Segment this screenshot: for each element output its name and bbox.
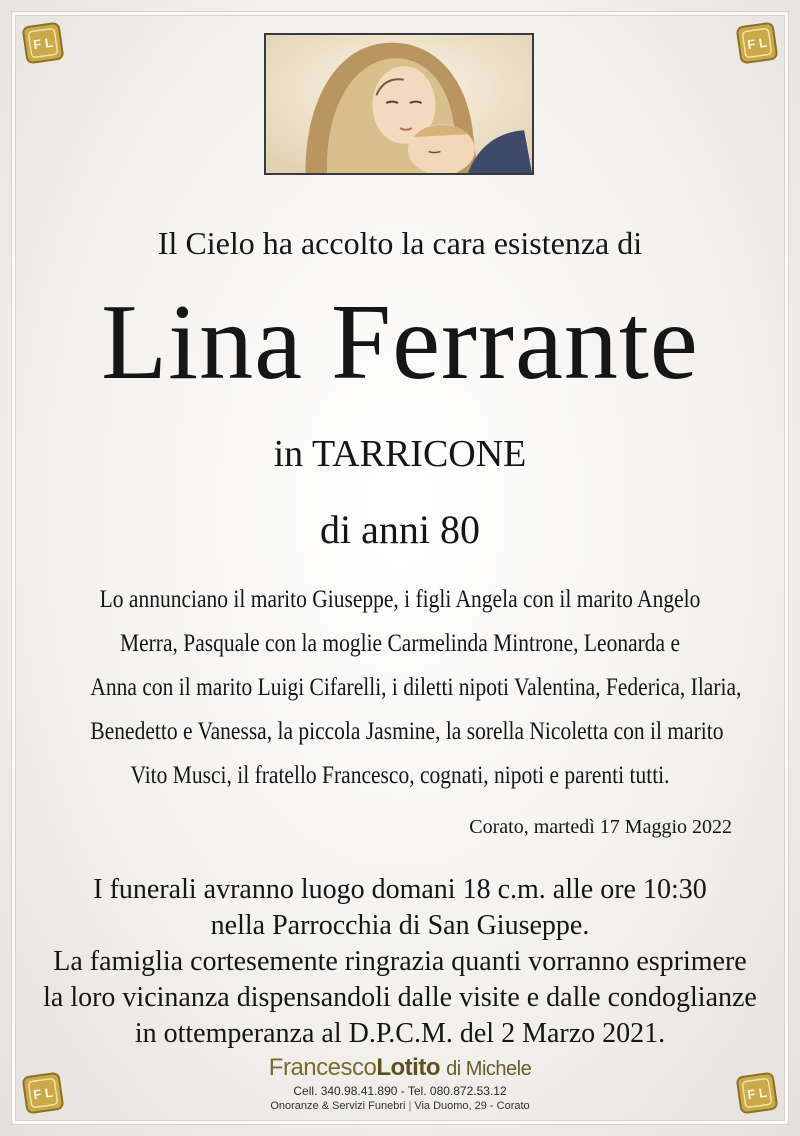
madonna-and-child-image — [264, 33, 534, 175]
svg-text:F L: F L — [32, 1084, 54, 1103]
announcement-line: Anna con il marito Luigi Cifarelli, i diletti nipoti Valentina, Federica, Ilaria, — [90, 674, 742, 701]
corner-logo-top-left — [14, 14, 72, 72]
svg-text:F L: F L — [32, 34, 54, 53]
funeral-paragraph — [30, 872, 770, 1052]
corner-logo-top-right — [728, 14, 786, 72]
fl-logo-icon — [735, 21, 779, 65]
funeral-line: in ottemperanza al D.P.C.M. del 2 Marzo 2021. — [134, 1018, 666, 1049]
brand-address: Via Duomo, 29 - Corato — [414, 1100, 530, 1112]
funeral-line: la loro vicinanza dispensandoli dalle visite e dalle condoglianze — [43, 982, 757, 1013]
announcement-paragraph — [90, 578, 742, 798]
brand-last-name: Lotito — [376, 1054, 440, 1081]
brand-first-name: Francesco — [268, 1054, 377, 1081]
brand-contacts: Cell. 340.98.41.890 - Tel. 080.872.53.12 — [293, 1084, 507, 1098]
svg-text:F L: F L — [746, 1084, 768, 1103]
place-date: Corato, martedì 17 Maggio 2022 — [469, 816, 732, 838]
brand-suffix: di Michele — [446, 1058, 532, 1080]
fl-logo-icon — [21, 21, 65, 65]
funeral-line: La famiglia cortesemente ringrazia quanti vorranno esprimere — [53, 946, 747, 977]
age-text: di anni 80 — [320, 507, 480, 552]
announcement-line: Lo annunciano il marito Giuseppe, i figli Angela con il marito Angelo — [99, 586, 701, 613]
announcement-line: Vito Musci, il fratello Francesco, cognati, nipoti e parenti tutti. — [130, 762, 670, 789]
brand-services: Onoranze & Servizi Funebri — [270, 1100, 406, 1112]
announcement-line: Benedetto e Vanessa, la piccola Jasmine, la sorella Nicoletta con il marito — [90, 718, 724, 745]
svg-text:F L: F L — [746, 34, 768, 53]
intro-text: Il Cielo ha accolto la cara esistenza di — [157, 225, 643, 261]
deceased-name: Lina Ferrante — [101, 283, 699, 402]
brand-address-line: Onoranze & Servizi Funebri | Via Duomo, 29 - Corato — [270, 1100, 530, 1112]
married-name: in TARRICONE — [273, 433, 527, 475]
funeral-line: nella Parrocchia di San Giuseppe. — [210, 910, 590, 941]
brand-name — [0, 1054, 800, 1082]
funeral-home-brand — [0, 1054, 800, 1112]
announcement-line: Merra, Pasquale con la moglie Carmelinda Mintrone, Leonarda e — [119, 630, 680, 657]
funeral-line: I funerali avranno luogo domani 18 c.m. alle ore 10:30 — [93, 874, 707, 905]
